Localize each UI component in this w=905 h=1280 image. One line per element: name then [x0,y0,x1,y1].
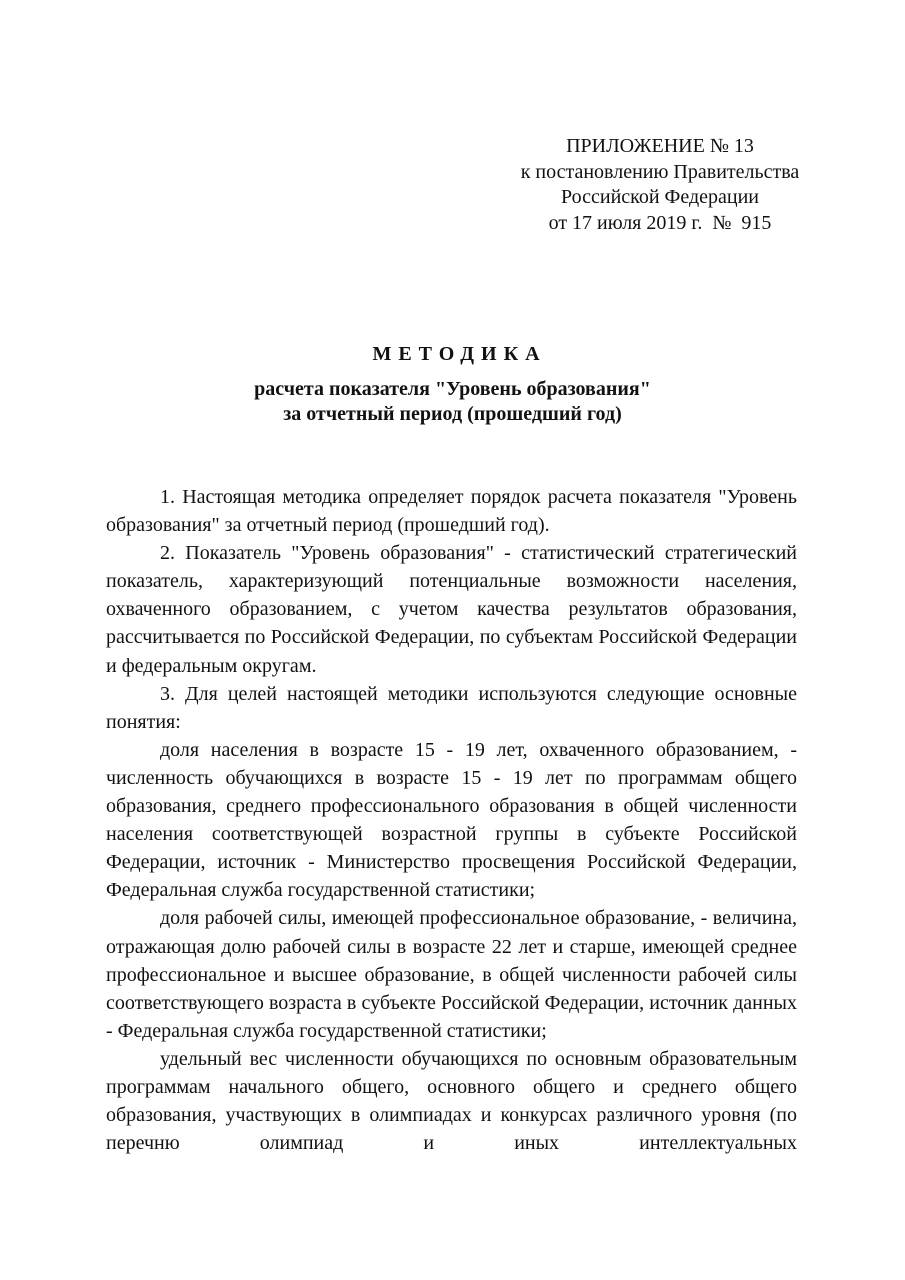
appendix-reference: к постановлению Правительства [520,160,800,183]
appendix-date-number: от 17 июля 2019 г. № 915 [548,211,772,234]
appendix-number: ПРИЛОЖЕНИЕ № 13 [566,135,754,157]
subtitle-line-1: расчета показателя "Уровень образования" [254,378,651,400]
document-title: МЕТОДИКА [372,343,547,365]
document-body [106,483,797,1157]
paragraph-1: 1. Настоящая методика определяет порядок расчета показателя "Уровень образования" за отчетный период (прошедший год). [106,486,797,537]
definition-population-education: доля населения в возрасте 15 - 19 лет, охваченного образованием, - численность обучающихся в возрасте 15 - 19 лет по программам общего образования, среднего профессионального образования в общей численности населения соответствующей возрастной группы в субъекте Российской Федерации, источник - Министерство просвещения Российской Федерации, Федеральная служба государственной статистики; [106,738,797,902]
document-subtitle [0,377,905,427]
definition-olympiad-participants: удельный вес численности обучающихся по основным образовательным программам начального общего, основного общего и среднего общего образования, участвующих в олимпиадах и конкурсах различного уровня (по перечню олимпиад и иных интеллектуальных [106,1047,797,1155]
paragraph-2: 2. Показатель "Уровень образования" - статистический стратегический показатель, характеризующий потенциальные возможности населения, охваченного образованием, с учетом качества результатов образования, рассчитывается по Российской Федерации, по субъектам Российской Федерации и федеральным округам. [106,542,797,677]
definition-labor-force-education: доля рабочей силы, имеющей профессиональное образование, - величина, отражающая долю рабочей силы в возрасте 22 лет и старше, имеющей среднее профессиональное и высшее образование, в общей численности рабочей силы соответствующего возраста в субъекте Российской Федерации, источник данных - Федеральная служба государственной статистики; [106,907,797,1042]
subtitle-line-2: за отчетный период (прошедший год) [283,403,622,425]
paragraph-3: 3. Для целей настоящей методики используются следующие основные понятия: [106,682,797,733]
appendix-header [470,134,850,236]
appendix-authority: Российской Федерации [560,186,760,208]
